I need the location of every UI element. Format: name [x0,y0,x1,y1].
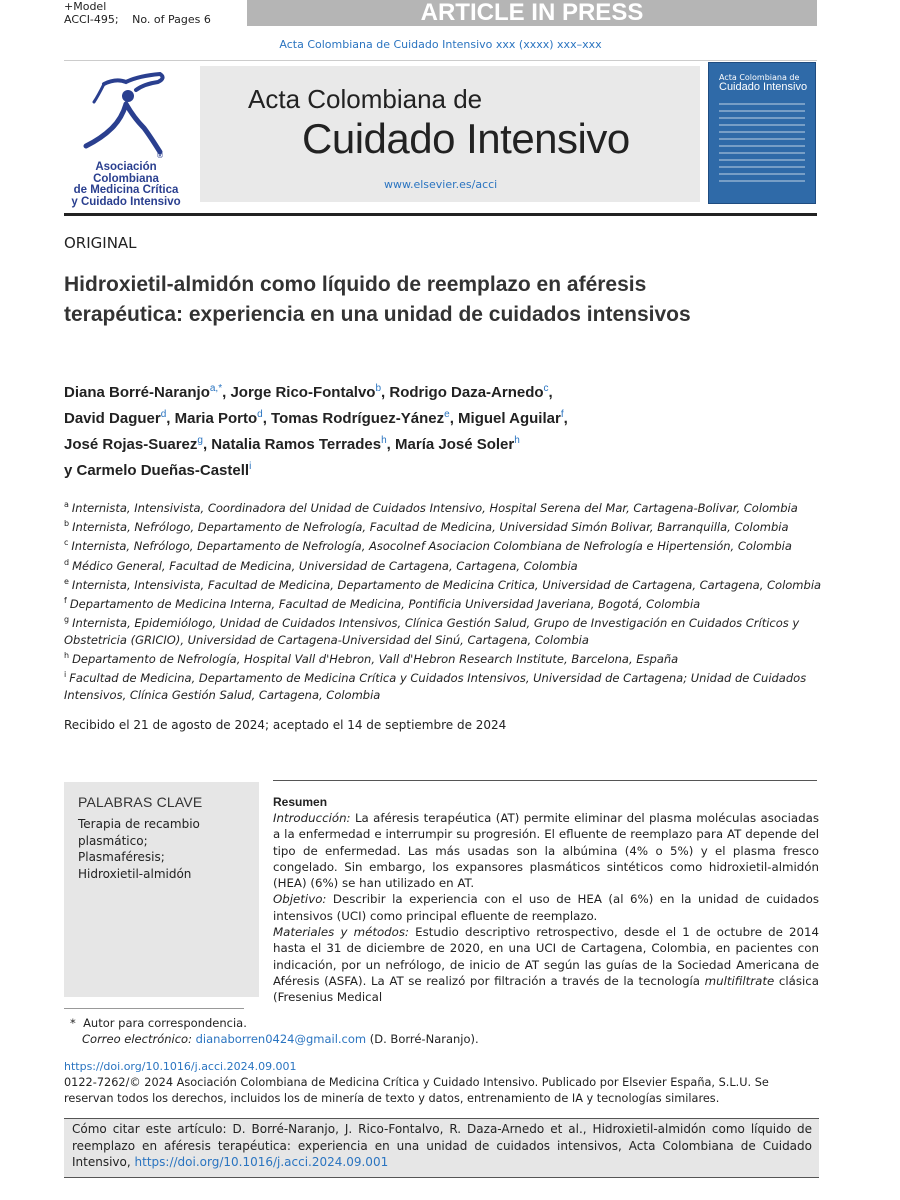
affiliation-item: $^f$ Departamento de Medicina Interna, Facultad de Medicina, Pontificia Universidad Javeriana, Bogotá, Colombia [64,596,701,611]
author: Maria Porto$^d$, [174,409,272,427]
journal-title-line2: Cuidado Intensivo [302,115,630,162]
author: y Carmelo Dueñas-Castell$^i$ [64,461,252,479]
keyword-item: Hidroxietil-almidón [78,866,192,881]
abstract-objective: Objetivo: Describir la experiencia con el uso de HEA (al 6%) en la unidad de cuidados intensivos (UCI) como principal efluente de reemplazo. [273,892,819,923]
affiliation-item: $^b$ Internista, Nefrólogo, Departamento de Nefrología, Facultad de Medicina, Universidad Simón Bolivar, Barranquilla, Colombia [64,519,789,535]
author: Jorge Rico-Fontalvo$^b$, [230,383,390,401]
author: Diana Borré-Naranjo$^{a,*}$, [64,383,231,401]
abstract-body [273,810,819,1006]
email-link[interactable]: dianaborren0424@gmail.com [195,1032,367,1046]
author: Miguel Aguilar$^f$, [458,409,568,427]
affiliation-item: $^i$ Facultad de Medicina, Departamento de Medicina Crítica y Cuidados Intensivos, Universidad de Cartagena; Unidad de Cuidados Intensivos, Clínica Gestión Salud, Cartagena, Colombia [64,670,807,702]
author: Tomas Rodríguez-Yánez$^e$, [271,409,459,427]
received-dates: Recibido el 21 de agosto de 2024; aceptado el 14 de septiembre de 2024 [64,718,507,732]
keyword-item: Plasmaféresis; [78,850,165,864]
author: Rodrigo Daza-Arnedo$^c$, [389,383,553,401]
abstract-intro: Introducción: La aféresis terapéutica (AT) permite eliminar del plasma moléculas asociadas a la enfermedad e interrumpir su progresión. El efluente de reemplazo para AT depende del tipo de enfermedad. Las más usadas son la albúmina (4% o 5%) y el plasma fresco congelado. Sin embargo, los expansores plasmáticos sintéticos como hidroxietil-almidón (HEA) (6%) se han utilizado en AT. [273,811,819,891]
cover-title-big: Cuidado Intensivo [719,81,808,93]
affiliation-item: $^g$ Internista, Epidemiólogo, Unidad de Cuidados Intensivos, Clínica Gestión Salud, Grupo de Investigación en Cuidados Críticos y Obstetricia (GRICIO), Universidad de Cartagena-Universidad del Sinú, Cartagena, Colombia [64,615,800,647]
citation-body: Cómo citar este artículo: D. Borré-Naranjo, J. Rico-Fontalvo, R. Daza-Arnedo et al., Hidroxietil-almidón como líquido de reemplazo en aféresis terapéutica: experiencia en una unidad de cuidados intensivos, Acta Colombiana de Cuidado Intensivo, [72,1122,812,1169]
article-id: ACCI-495; [64,13,119,26]
journal-reference[interactable]: Acta Colombiana de Cuidado Intensivo xxx (xxxx) xxx–xxx [279,38,602,51]
header-divider [64,213,817,216]
affiliation-item: $^d$ Médico General, Facultad de Medicina, Universidad de Cartagena, Cartagena, Colombia [64,557,578,573]
email-owner: (D. Borré-Naranjo). [369,1032,479,1046]
author: David Daguer$^d$, [64,409,175,427]
keywords-list [78,816,253,882]
keyword-item: Terapia de recambio plasmático; [78,817,200,848]
doi-link[interactable]: https://doi.org/10.1016/j.acci.2024.09.001 [64,1060,297,1073]
footnote-divider [64,1008,244,1009]
affiliation-item: $^a$ Internista, Intensivista, Coordinadora del Unidad de Cuidados Intensivo, Hospital Serena del Mar, Cartagena-Bolivar, Colombia [64,500,798,515]
affiliation-item: $^e$ Internista, Intensivista, Facultad de Medicina, Departamento de Medicina Critica, Universidad de Cartagena, Cartagena, Colombia [64,576,822,592]
society-name-line1: Asociación Colombiana [93,161,159,185]
article-meta [64,0,221,26]
affiliation-list [64,497,824,703]
divider [64,60,817,61]
svg-text:®: ® [156,151,164,160]
press-banner: ARTICLE IN PRESS [420,0,644,26]
citation-doi-link[interactable]: https://doi.org/10.1016/j.acci.2024.09.001 [134,1155,389,1169]
society-name-line2: de Medicina Crítica [73,184,179,196]
affiliation-item: $^c$ Internista, Nefrólogo, Departamento de Nefrología, Asocolnef Asociacion Colombiana de Nefrología e Hipertensión, Colombia [64,538,792,554]
section-label: ORIGINAL [64,234,137,252]
society-name-line3: y Cuidado Intensivo [71,195,181,208]
keywords-title: PALABRAS CLAVE [78,794,203,810]
abstract-title: Resumen [273,795,328,809]
society-logo-icon [64,66,196,166]
abstract-divider [273,780,817,781]
journal-title-line1: Acta Colombiana de [248,84,483,114]
author: María José Soler$^h$ [395,435,520,453]
email-label: Correo electrónico: [82,1032,192,1046]
correspondence-footnote [70,1015,670,1047]
cover-decoration [719,103,805,187]
cover-title-small: Acta Colombiana de [719,73,800,82]
citation-text [72,1121,812,1171]
abstract-methods: Materiales y métodos: Estudio descriptivo retrospectivo, desde el 1 de octubre de 2014 hasta el 31 de diciembre de 2020, en una UCI de Cartagena, Colombia, en pacientes con indicación, por un nefrólogo, de inicio de AT según las guías de la Sociedad Americana de Aféresis (ASFA). La AT se realizó por filtración a través de la tecnología multifiltrate clásica (Fresenius Medical [273,925,819,1005]
society-name [64,162,188,208]
author-list [64,378,784,482]
article-title: Hidroxietil-almidón como líquido de reemplazo en aféresis terapéutica: experiencia en una unidad de cuidados intensivos [64,273,691,326]
model-tag: +Model [64,0,107,13]
footnote-star: * [70,1016,76,1030]
journal-cover-image [708,62,816,204]
copyright-notice: 0122-7262/© 2024 Asociación Colombiana de Medicina Crítica y Cuidado Intensivo. Publicado por Elsevier España, S.L.U. Se reservan todos los derechos, incluidos los de minería de texto y datos, entrenamiento de IA y tecnologías similares. [64,1076,769,1105]
affiliation-item: $^h$ Departamento de Nefrología, Hospital Vall d'Hebron, Vall d'Hebron Research Institute, Barcelona, España [64,651,679,666]
keywords-box [64,782,259,997]
page-count: No. of Pages 6 [132,13,211,26]
journal-url[interactable]: www.elsevier.es/acci [384,178,498,191]
author: Natalia Ramos Terrades$^h$, [211,435,396,453]
footnote-text: Autor para correspondencia. [83,1016,247,1030]
author: José Rojas-Suarez$^g$, [64,435,212,453]
